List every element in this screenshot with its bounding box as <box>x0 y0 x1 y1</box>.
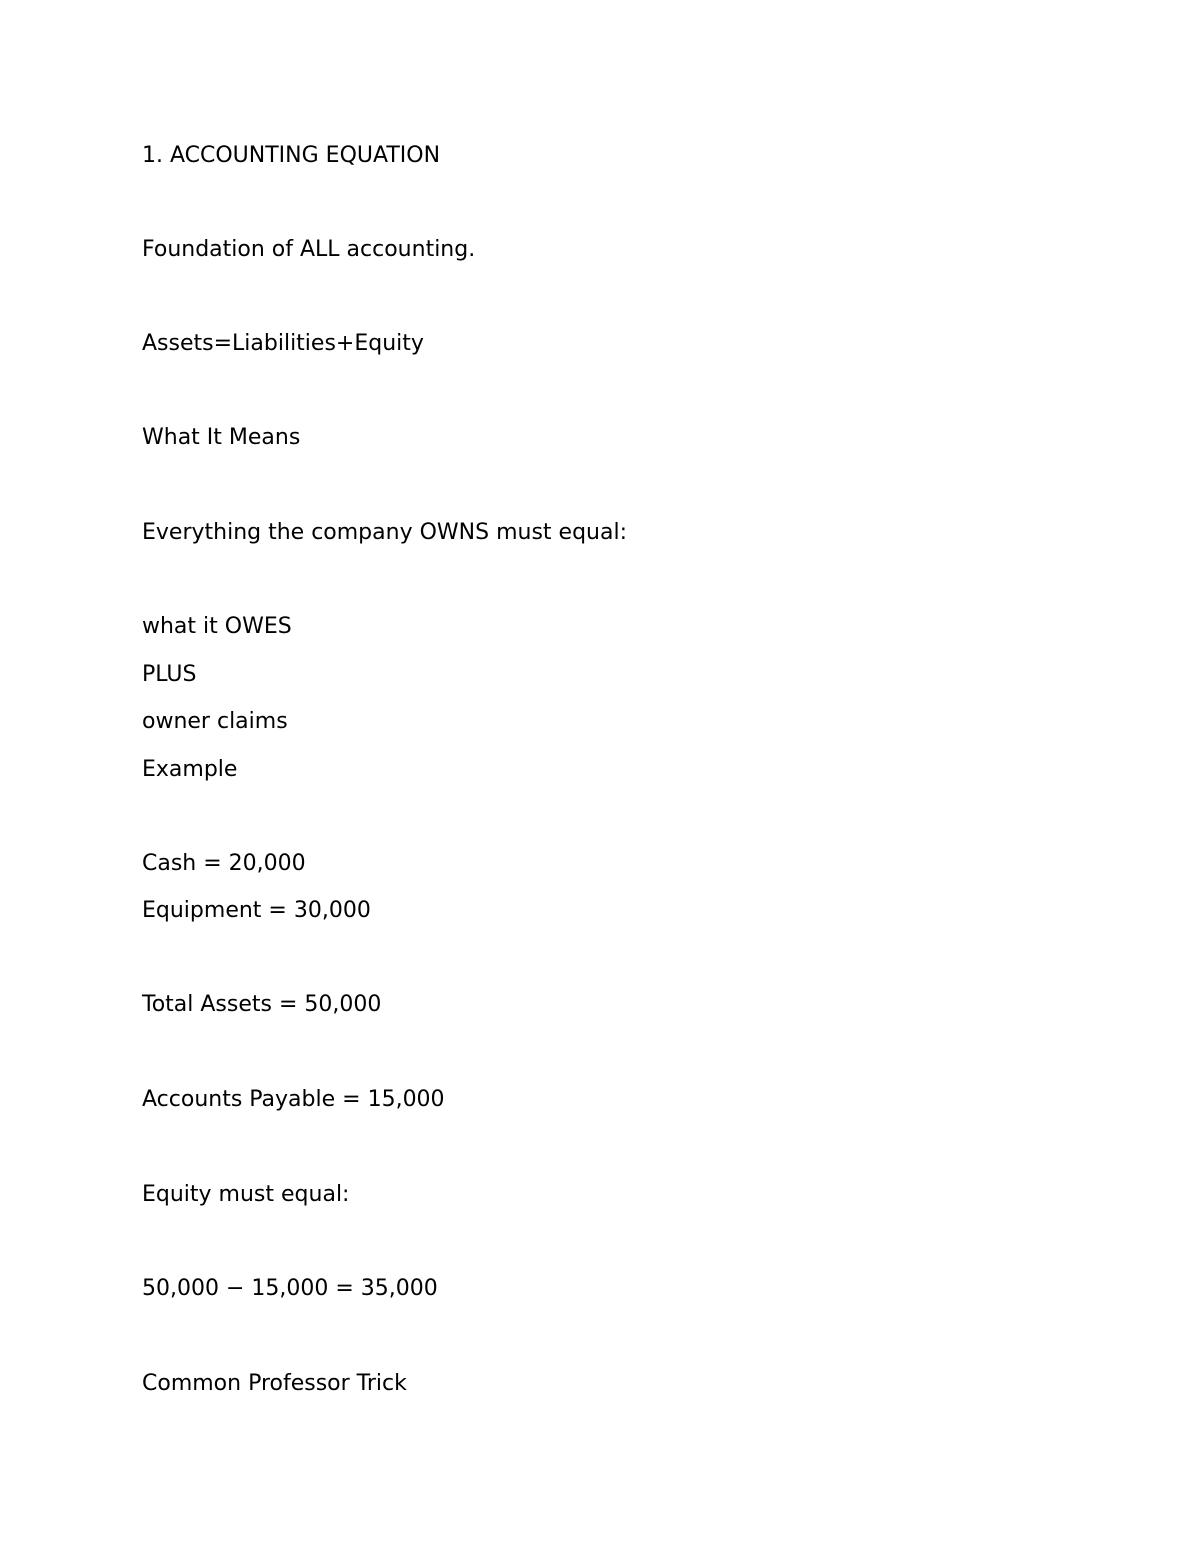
intro-text: Foundation of ALL accounting. <box>142 237 476 262</box>
owner-claims-line: owner claims <box>142 709 288 734</box>
cash-line: Cash = 20,000 <box>142 851 306 876</box>
total-assets-line: Total Assets = 50,000 <box>142 992 382 1017</box>
equipment-line: Equipment = 30,000 <box>142 898 371 923</box>
example-heading: Example <box>142 757 238 782</box>
plus-line: PLUS <box>142 662 197 687</box>
section-heading: 1. ACCOUNTING EQUATION <box>142 143 441 168</box>
professor-trick-heading: Common Professor Trick <box>142 1371 407 1396</box>
what-it-means-heading: What It Means <box>142 425 301 450</box>
equity-statement: Equity must equal: <box>142 1182 350 1207</box>
calculation-line: 50,000 − 15,000 = 35,000 <box>142 1276 438 1301</box>
accounts-payable-line: Accounts Payable = 15,000 <box>142 1087 445 1112</box>
equation-text: Assets=Liabilities+Equity <box>142 331 424 356</box>
owes-line: what it OWES <box>142 614 292 639</box>
owns-statement: Everything the company OWNS must equal: <box>142 520 627 545</box>
